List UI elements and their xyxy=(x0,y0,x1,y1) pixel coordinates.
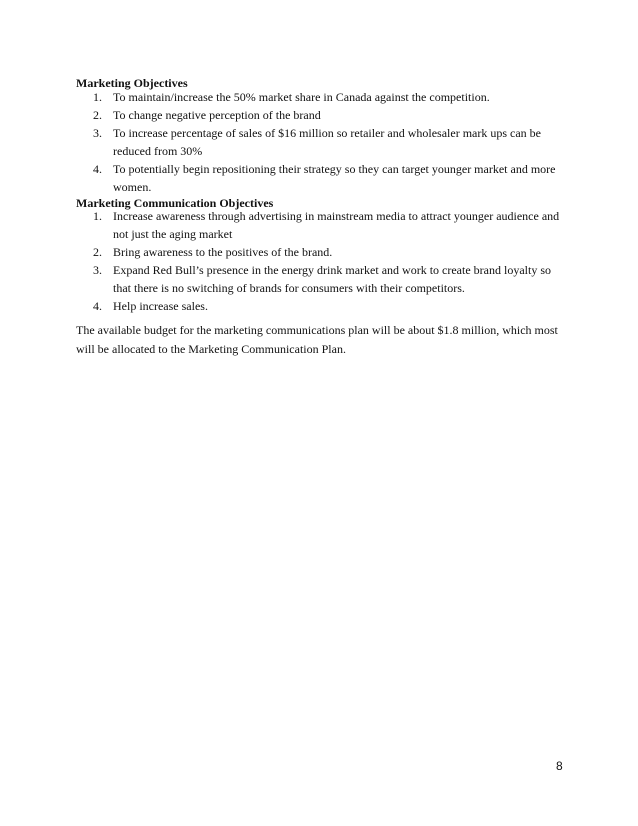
list-item xyxy=(93,261,563,297)
list-item-number: 4. xyxy=(93,162,102,176)
list-item-number: 2. xyxy=(93,245,102,259)
list-item xyxy=(93,124,563,160)
list-item-number: 1. xyxy=(93,90,102,104)
list-item-number: 3. xyxy=(93,263,102,277)
list-item xyxy=(93,106,563,124)
marketing-objectives-heading: Marketing Objectives xyxy=(76,76,188,90)
list-item-text: To increase percentage of sales of $16 million so retailer and wholesaler mark ups can be reduced from 30% xyxy=(113,126,541,158)
list-item-text: Expand Red Bull’s presence in the energy drink market and work to create brand loyalty so that there is no switching of brands for consumers with their competitors. xyxy=(113,263,551,295)
page-number: 8 xyxy=(556,759,563,773)
list-item-text: Help increase sales. xyxy=(113,299,208,313)
list-item-text: To change negative perception of the brand xyxy=(113,108,321,122)
list-item-text: To maintain/increase the 50% market share in Canada against the competition. xyxy=(113,90,490,104)
communication-objectives-heading: Marketing Communication Objectives xyxy=(76,196,274,210)
list-item-text: Increase awareness through advertising in mainstream media to attract younger audience and not just the aging market xyxy=(113,209,560,241)
list-item xyxy=(93,207,563,243)
list-item-number: 2. xyxy=(93,108,102,122)
list-item-number: 3. xyxy=(93,126,102,140)
list-item-text: To potentially begin repositioning their strategy so they can target younger market and more women. xyxy=(113,162,556,194)
list-item xyxy=(93,160,563,196)
list-item xyxy=(93,88,563,106)
budget-paragraph: The available budget for the marketing communications plan will be about $1.8 million, which most will be allocated to the Marketing Communication Plan. xyxy=(76,323,558,356)
list-item-text: Bring awareness to the positives of the brand. xyxy=(113,245,333,259)
list-item-number: 1. xyxy=(93,209,102,223)
list-item xyxy=(93,297,563,315)
list-item xyxy=(93,243,563,261)
list-item-number: 4. xyxy=(93,299,102,313)
